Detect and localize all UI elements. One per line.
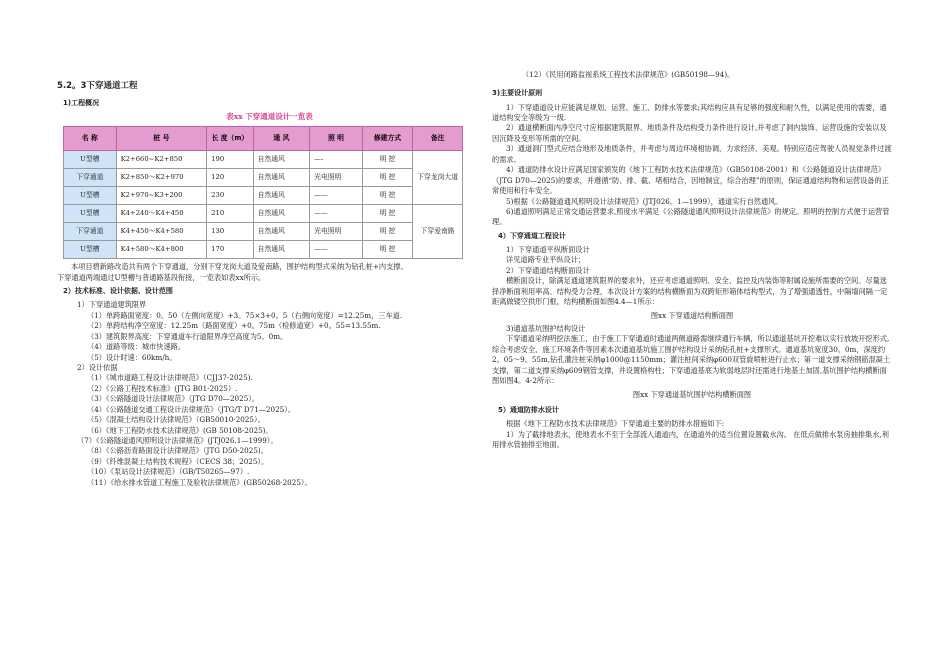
- figure-caption: 图xx 下穿通道结构断面图: [650, 310, 734, 320]
- principle-item: 3）通道洞门型式应结合地形及地质条件，并考虑与周边环境相协调，力求经济、美观。特别应适应驾驶人员视觉条件过渡的需求。: [492, 144, 892, 164]
- cell-lighting: 光电照明: [310, 223, 363, 241]
- design-text: 详见道路专业平纵设计；: [506, 255, 586, 265]
- cell-construction: 明 挖: [362, 151, 412, 169]
- clearance-heading: 1）下穿通道建筑限界: [77, 300, 147, 310]
- table-row: [64, 241, 463, 259]
- cell-ventilation: 自然通风: [253, 169, 310, 187]
- cell-name: U型槽: [64, 151, 117, 169]
- right-column: [492, 70, 892, 451]
- basis-item: （11）《给水排水管道工程施工及验收法律规范》(GB50268-2025）。: [87, 477, 312, 487]
- cell-station: K4+240～K4+450: [116, 205, 207, 223]
- cell-name: 下穿通道: [64, 223, 117, 241]
- basis-item: （7）《公路隧道通风照明设计法律规范》(JTJ026.1—1999）。: [77, 436, 278, 446]
- standards-heading: 2）技术标准、设计依据、设计范围: [63, 287, 173, 296]
- table-row: [64, 223, 463, 241]
- figure-caption: 图xx 下穿通道基坑围护结构横断面图: [632, 389, 752, 399]
- basis-item: （2）《公路工程技术标准》(JTG B01-2025）.: [87, 383, 238, 393]
- design-text: 下穿通道采纳明挖法施工，由于施工下穿通道时通道两侧道路需继续通行车辆，所以通道基坑开挖难以实行放坡开挖形式,综合考虑安全、施工环境条件等因素本次通道基坑施工围护结构设计采纳钻孔桩+支撑形式。通道基坑宽度30。0m，深度约2。05～9。55m,钻孔灌注桩采纳φ1000@1150mm；灌注桩间采纳φ600双管旋喷桩进行止水；第一道支撑采纳钢筋混凝土支撑，第二道支撑采纳φ609钢管支撑，并设置格构柱；下穿通道基底为软弱地层时还需进行地基土加固,基坑围护结构横断面图如图4。4-2所示：: [492, 334, 891, 386]
- basis-item: （9）《纤维混凝土结构技术规程》（CECS 38；2025）。: [87, 456, 269, 466]
- design-text: 横断面设计，除满足通道建筑限界的要求外，还应考虑通道照明、安全、监控及内装饰等附属设施所需要的空间。尽量选择净断面利用率高、结构受力合理，本次设计方案的结构横断面为双跨矩形箱体结构型式，为了增强通透性，中隔墙间隔一定距离做镂空拱形门框，结构横断面如图4.4—1所示：: [492, 276, 888, 307]
- principle-item: 6)通道照明满足正常交通运营要求,照度水平满足《公路隧道通风照明设计法律规范》的规定。照明的控制方式便于运营管理。: [492, 206, 890, 227]
- table-row: [64, 151, 463, 169]
- basis-item: （1）《城市道路工程设计法律规范》（CJJ37-2025).: [87, 373, 253, 383]
- cell-name: U型槽: [64, 187, 117, 205]
- basis-item: （4）《公路隧道交通工程设计法律规范》（JTG/T D71—2025）。: [87, 404, 296, 414]
- cell-lighting: ——: [310, 187, 363, 205]
- cell-length: 210: [207, 205, 253, 223]
- project-overview-heading: 1)工程概况: [63, 99, 100, 108]
- cell-ventilation: 自然通风: [253, 241, 310, 259]
- cell-ventilation: 自然通风: [253, 187, 310, 205]
- principle-item: 2）通道横断面内净空尺寸应根据建筑限界、地质条件及结构受力条件进行设计,并考虑了洞内装饰、运营设施的安装以及因沉降及变形等所需的空间。: [492, 123, 887, 143]
- underpass-design-table: [63, 126, 463, 259]
- cell-lighting: ——: [310, 205, 363, 223]
- cell-ventilation: 自然通风: [253, 151, 310, 169]
- table-row: [64, 169, 463, 187]
- cell-ventilation: 自然通风: [253, 205, 310, 223]
- cell-construction: 明 挖: [362, 187, 412, 205]
- section-title: 5.2。3下穿通道工程: [57, 81, 138, 91]
- design-subheading: 3)通道基坑围护结构设计: [506, 324, 586, 334]
- cell-station: K2+850～K2+970: [116, 169, 207, 187]
- drainage-text: 根据《地下工程防水技术法律规范》下穿通道主要的防排水措施如下:: [506, 419, 725, 429]
- cell-lighting: ——: [310, 241, 363, 259]
- design-subheading: 2）下穿通道结构断面设计: [506, 265, 590, 275]
- cell-lighting: 光电照明: [310, 169, 363, 187]
- cell-ventilation: 自然通风: [253, 223, 310, 241]
- std-item: （4）道路等级：城市快速路。: [87, 342, 186, 352]
- basis-item: （6）《地下工程防水技术法律规范》(GB 50108-2025)。: [87, 425, 273, 435]
- header-length: 长 度（m）: [207, 127, 253, 151]
- std-item: （5）设计时速：60km/h。: [87, 352, 177, 362]
- cell-lighting: —-: [310, 151, 363, 169]
- cell-length: 170: [207, 241, 253, 259]
- basis-item: （10）《泵站设计法律规范》（GB/T50265—97）.: [87, 467, 250, 477]
- cell-remark: 下穿爱南路: [413, 205, 463, 259]
- header-lighting: 照 明: [310, 127, 363, 151]
- cell-name: U型槽: [64, 205, 117, 223]
- principle-item: 5)根据《公路隧道通风照明设计法律规范》(JTJ026。1—1999），通道实行自然通风。: [506, 196, 783, 206]
- cell-station: K2+660~K2+850: [116, 151, 207, 169]
- drainage-item: 1）为了截排地表水，使地表水不至于全部流入通道内，在通道外的适当位置设置截水沟。 在低点做排水泵房抽排集水,利用排水管抽排至地面。: [492, 429, 889, 450]
- intro-line: 下穿通道两端通过U型槽与普通路基段衔接，一览表如表xx所示。: [57, 272, 266, 282]
- basis-item: （3）《公路隧道设计法律规范》（JTG D70—2025）。: [87, 394, 260, 404]
- principle-item: 4）通道防排水设计应满足国家颁发的《地下工程防水技术法律规范》（GB50108-2001）和《公路隧道设计法律规范》（JTG D70—2025)的要求，并遵循“防、排、截、堵相结合，因地制宜，综合治理”的原则，保证通道结构物和运营设备的正常使用和行车安全。: [492, 165, 889, 196]
- cell-name: 下穿通道: [64, 169, 117, 187]
- std-item: （1）单跨路面宽度：0。50（左侧向宽度）+3。75×3+0。5（右侧向宽度）=12.25m，三车道.: [87, 310, 403, 320]
- std-item: （3）建筑限界高度：下穿通道车行道限界净空高度为5。0m。: [87, 331, 288, 341]
- cell-length: 130: [207, 223, 253, 241]
- header-ventilation: 通 风: [253, 127, 310, 151]
- header-construction: 修建方式: [362, 127, 412, 151]
- table-header-row: [64, 127, 463, 151]
- cell-station: K2+970~K3+200: [116, 187, 207, 205]
- cell-remark: 下穿龙岗大道: [413, 151, 463, 205]
- table-row: [64, 205, 463, 223]
- basis-heading: 2）设计依据: [77, 362, 118, 372]
- cell-name: U型槽: [64, 241, 117, 259]
- table-row: [64, 187, 463, 205]
- cell-length: 230: [207, 187, 253, 205]
- cell-length: 120: [207, 169, 253, 187]
- principle-item: 1）下穿通道设计应能满足规划、运营、施工、防排水等要求;其结构应具有足够的强度和耐久性，以满足使用的需要，通道结构安全等级为一级.: [492, 102, 887, 123]
- cell-construction: 明 挖: [362, 241, 412, 259]
- cell-station: K4+580～K4+800: [116, 241, 207, 259]
- basis-item: （8）《公路沥青路面设计法律规范》（JTG D50-2025)。: [87, 446, 268, 456]
- basis-item: （5）《混凝土结构设计法律规范》（GB50010-2025）。: [87, 415, 265, 425]
- left-column: [57, 70, 482, 488]
- principles-heading: 3)主要设计原则: [492, 89, 543, 98]
- cell-construction: 明 挖: [362, 169, 412, 187]
- design-subheading: 1）下穿通道平纵断面设计: [506, 244, 590, 254]
- cell-station: K4+450～K4+580: [116, 223, 207, 241]
- cell-construction: 明 挖: [362, 205, 412, 223]
- design-heading: 4）下穿通道工程设计: [498, 231, 566, 240]
- std-item: （2）单跨结构净空宽度：12.25m（路面宽度）+0。75m（检修道宽）+0。55=13.55m.: [87, 321, 381, 331]
- intro-line: 本项目碧新路改造共有两个下穿通道，分别下穿龙岗大道及爱南路，围护结构型式采纳为钻孔桩+内支撑。: [71, 262, 408, 272]
- header-name: 名 称: [64, 127, 117, 151]
- header-remark: 备注: [413, 127, 463, 151]
- cell-construction: 明 挖: [362, 223, 412, 241]
- drainage-heading: 5）通道防排水设计: [498, 406, 559, 415]
- cell-length: 190: [207, 151, 253, 169]
- basis-item: （12）《民用闭路监视系统工程技术法律规范》(GB50198—94)。: [522, 70, 735, 79]
- table-caption: 表xx 下穿通道设计一览表: [226, 112, 313, 122]
- header-station: 桩 号: [116, 127, 207, 151]
